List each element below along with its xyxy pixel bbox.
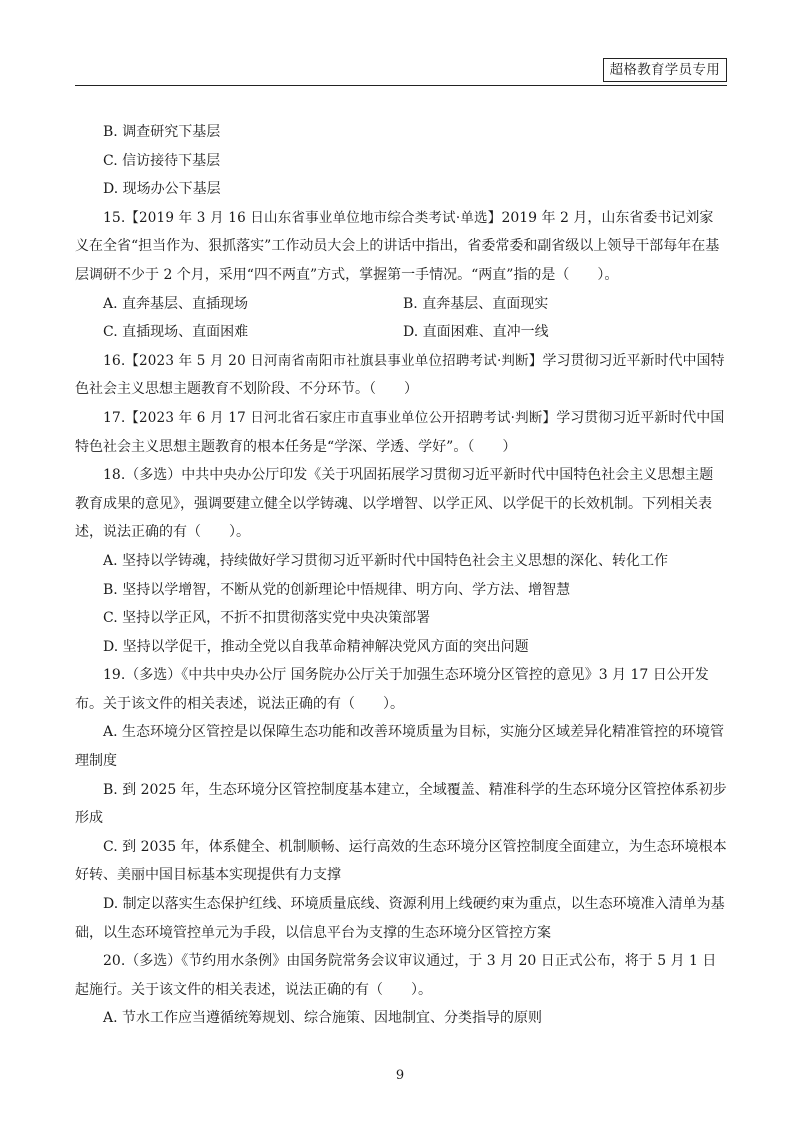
header-rule [75, 85, 727, 86]
q14-option-c: C. 信访接待下基层 [103, 152, 221, 169]
q15-number: 15. [103, 209, 126, 226]
q19-option-d: D. 制定以落实生态保护红线、环境质量底线、资源利用上线硬约束为重点，以生态环境准入清单为基础，以生态环境管控单元为手段，以信息平台为支撑的生态环境分区管控方案 [75, 896, 725, 941]
q15-option-a: A. 直奔基层、直插现场 [103, 295, 249, 312]
question-18: 18.（多选）中共中央办公厅印发《关于巩固拓展学习贯彻习近平新时代中国特色社会主义思想主题教育成果的意见》，强调要建立健全以学铸魂、以学增智、以学正风、以学促干的长效机制。下列相关表述，说法正确的有（ ）。 [75, 467, 714, 541]
question-17 [75, 404, 727, 461]
q17-source-tag: 【2023 年 6 月 17 日河北省石家庄市直事业单位公开招聘考试·判断】 [125, 409, 557, 426]
watermark-badge: 超格教育学员专用 [603, 58, 727, 82]
q15-option-c: C. 直插现场、直面困难 [103, 324, 249, 341]
q15-stem: 2019 年 2 月，山东省委书记刘家义在全省“担当作为、狠抓落实”工作动员大会上的讲话中指出，省委常委和副省级以上领导干部每年在基层调研不少于 2 个月，采用“四不两直”方式，掌握第一手情况。“两直”指的是（ ）。 [75, 209, 720, 283]
q15-source-tag: 【2019 年 3 月 16 日山东省事业单位地市综合类考试·单选】 [125, 209, 502, 226]
q18-option-a: A. 坚持以学铸魂，持续做好学习贯彻习近平新时代中国特色社会主义思想的深化、转化工作 [103, 552, 669, 569]
q15-options-row-1 [75, 290, 727, 319]
q16-source-tag: 【2023 年 5 月 20 日河南省南阳市社旗县事业单位招聘考试·判断】 [125, 352, 543, 369]
q14-option-b: B. 调查研究下基层 [103, 124, 221, 140]
q19-option-a: A. 生态环境分区管控是以保障生态功能和改善环境质量为目标，实施分区域差异化精准管控的环境管理制度 [75, 724, 725, 770]
q16-number: 16. [103, 352, 126, 369]
q17-number: 17. [103, 409, 126, 426]
q15-options-row-2 [75, 318, 727, 347]
q18-option-d: D. 坚持以学促干，推动全党以自我革命精神解决党风方面的突出问题 [103, 638, 529, 655]
q15-option-b: B. 直奔基层、直面现实 [403, 295, 549, 312]
q19-option-b: B. 到 2025 年，生态环境分区管控制度基本建立，全域覆盖、精准科学的生态环境分区管控体系初步形成 [75, 781, 727, 827]
q17-stem: 学习贯彻习近平新时代中国特色社会主义思想主题教育的根本任务是“学深、学透、学好”。（ ） [75, 409, 725, 455]
page-number: 9 [395, 1068, 405, 1083]
question-19: 19.（多选）《中共中央办公厅 国务院办公厅关于加强生态环境分区管控的意见》3 月 17 日公开发布。关于该文件的相关表述，说法正确的有（ ）。 [75, 667, 709, 712]
q20-option-a: A. 节水工作应当遵循统筹规划、综合施策、因地制宜、分类指导的原则 [103, 1010, 543, 1027]
question-15 [75, 204, 727, 290]
question-content [75, 118, 727, 1033]
question-20: 20.（多选）《节约用水条例》由国务院常务会议审议通过，于 3 月 20 日正式公布，将于 5 月 1 日起施行。关于该文件的相关表述，说法正确的有（ ）。 [75, 953, 717, 998]
q15-option-d: D. 直面困难、直冲一线 [403, 324, 549, 341]
q19-option-c: C. 到 2035 年，体系健全、机制顺畅、运行高效的生态环境分区管控制度全面建立，为生态环境根本好转、美丽中国目标基本实现提供有力支撑 [75, 838, 727, 884]
q14-option-d: D. 现场办公下基层 [103, 181, 221, 198]
q18-option-c: C. 坚持以学正风，不折不扣贯彻落实党中央决策部署 [103, 610, 431, 627]
question-16 [75, 347, 727, 404]
q18-option-b: B. 坚持以学增智，不断从党的创新理论中悟规律、明方向、学方法、增智慧 [103, 581, 571, 598]
q16-stem: 学习贯彻习近平新时代中国特色社会主义思想主题教育不划阶段、不分环节。（ ） [75, 352, 725, 398]
